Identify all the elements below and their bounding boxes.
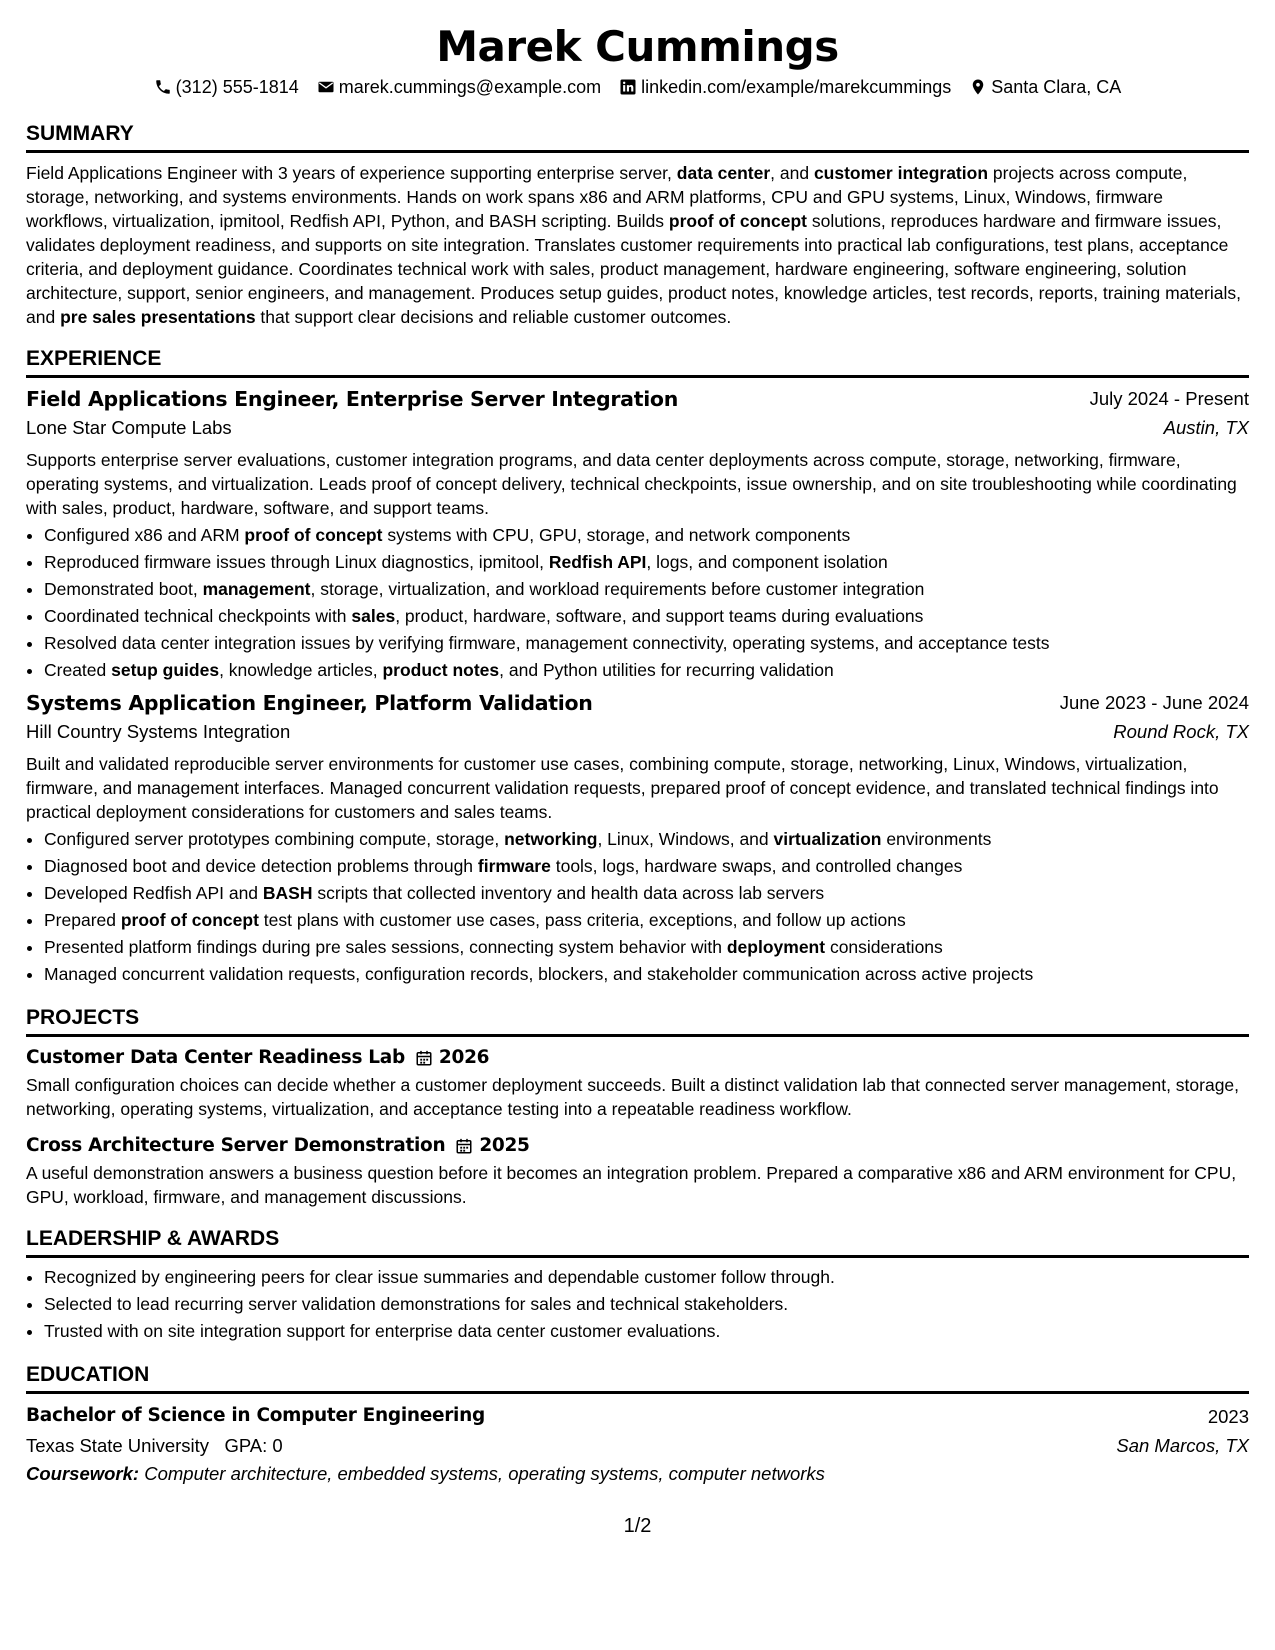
job-description: Supports enterprise server evaluations, customer integration programs, and data center deployments across compute, storage, networking, firmware, operating systems, and virtualization. Leads proof of concept delivery, technical checkpoints, issue ownership, and on site troubleshooting while coordinating with sales, product, hardware, software, and support teams. xyxy=(26,450,1237,518)
linkedin-text[interactable]: linkedin.com/example/marekcummings xyxy=(641,77,952,97)
bold-text: setup guides xyxy=(111,660,220,680)
job-date: June 2023 - June 2024 xyxy=(1059,692,1249,713)
bold-text: customer integration xyxy=(813,163,989,183)
list-item: • Recognized by engineering peers for clear issue summaries and dependable customer follow through. xyxy=(44,1264,1249,1291)
text-run: solutions, reproduces hardware and firmware issues, validates deployment readiness, and supports on site integration. Translates customer requirements into practical lab configurations, test plans, acceptance criteria, and deployment guidance. Coordinates technical work with sales, product management, hardware engineering, software engineering, solution architecture, support, senior engineers, and management. Produces setup guides, product notes, knowledge articles, test records, reports, training materials, and xyxy=(26,211,1241,327)
list-item xyxy=(44,934,1249,961)
phone-icon xyxy=(154,78,172,96)
project-description: A useful demonstration answers a business question before it becomes an integration problem. Prepared a comparative x86 and ARM environment for CPU, GPU, workload, firmware, and management discussions. xyxy=(26,1163,1237,1207)
text-run: , product, hardware, software, and support teams during evaluations xyxy=(395,606,924,626)
bold-text: Redfish API xyxy=(548,552,647,572)
list-item xyxy=(44,549,1249,576)
contact-location xyxy=(969,74,1121,100)
text-run: Resolved data center integration issues by verifying firmware, management connectivity, operating systems, and acceptance tests xyxy=(44,633,1050,653)
list-item: • Selected to lead recurring server validation demonstrations for sales and technical stakeholders. xyxy=(44,1291,1249,1318)
bold-text: proof of concept xyxy=(244,525,383,545)
experience-heading: EXPERIENCE xyxy=(26,345,1249,378)
bold-text: deployment xyxy=(726,937,826,957)
job-entry xyxy=(26,688,1249,988)
list-item xyxy=(44,576,1249,603)
job-location: Austin, TX xyxy=(1163,417,1249,438)
calendar-icon xyxy=(455,1137,473,1155)
job-company: Hill Country Systems Integration xyxy=(26,721,291,742)
list-item xyxy=(44,961,1249,988)
job-title: Systems Application Engineer, Platform Validation xyxy=(26,691,593,715)
job-title: Field Applications Engineer, Enterprise Server Integration xyxy=(26,387,678,411)
coursework xyxy=(26,1460,1249,1488)
education-heading: EDUCATION xyxy=(26,1361,1249,1394)
job-description: Built and validated reproducible server environments for customer use cases, combining compute, storage, networking, Linux, Windows, virtualization, firmware, and management interfaces. Managed concurrent validation requests, prepared proof of concept evidence, and translated technical findings into practical deployment considerations for customers and sales teams. xyxy=(26,754,1219,822)
email-icon xyxy=(317,78,335,96)
text-run: Presented platform findings during pre sales sessions, connecting system behavior with xyxy=(44,937,727,957)
summary-heading: SUMMARY xyxy=(26,120,1249,153)
text-run: Configured server prototypes combining compute, storage, xyxy=(44,829,505,849)
text-run: systems with CPU, GPU, storage, and network components xyxy=(382,525,851,545)
bold-text: networking xyxy=(504,829,598,849)
bold-text: virtualization xyxy=(773,829,882,849)
linkedin-icon xyxy=(619,78,637,96)
text-run: Demonstrated boot, xyxy=(44,579,203,599)
bold-text: data center xyxy=(676,163,771,183)
contact-linkedin[interactable] xyxy=(619,74,951,100)
contact-phone xyxy=(154,74,299,100)
text-run: Reproduced firmware issues through Linux diagnostics, ipmitool, xyxy=(44,552,549,572)
text-run: Diagnosed boot and device detection problems through xyxy=(44,856,478,876)
bold-text: sales xyxy=(351,606,396,626)
contact-email[interactable] xyxy=(317,74,601,100)
text-run: , and xyxy=(770,163,814,183)
text-run: Prepared xyxy=(44,910,121,930)
list-item xyxy=(44,907,1249,934)
degree: Bachelor of Science in Computer Engineering xyxy=(26,1405,485,1426)
list-item xyxy=(44,853,1249,880)
list-item xyxy=(44,603,1249,630)
project-entry xyxy=(26,1045,1249,1121)
text-run: , knowledge articles, xyxy=(219,660,383,680)
gpa: GPA: 0 xyxy=(224,1435,283,1456)
bold-text: firmware xyxy=(477,856,551,876)
summary-text xyxy=(26,161,1249,329)
text-run: Created xyxy=(44,660,112,680)
text-run: , storage, virtualization, and workload requirements before customer integration xyxy=(310,579,925,599)
text-run: environments xyxy=(881,829,992,849)
list-item xyxy=(44,630,1249,657)
bold-text: proof of concept xyxy=(120,910,259,930)
contact-bar xyxy=(26,74,1249,100)
job-location: Round Rock, TX xyxy=(1113,721,1249,742)
project-name: Customer Data Center Readiness Lab xyxy=(26,1047,405,1068)
list-item xyxy=(44,826,1249,853)
page-number: 1/2 xyxy=(623,1515,652,1537)
project-entry xyxy=(26,1133,1249,1209)
text-run: test plans with customer use cases, pass criteria, exceptions, and follow up actions xyxy=(258,910,906,930)
text-run: , logs, and component isolation xyxy=(646,552,888,572)
location-text: Santa Clara, CA xyxy=(991,77,1122,97)
job-bullets xyxy=(26,826,1249,988)
location-icon xyxy=(969,78,987,96)
job-entry xyxy=(26,384,1249,684)
list-item: • Trusted with on site integration support for enterprise data center customer evaluations. xyxy=(44,1318,1249,1345)
text-run: Field Applications Engineer with 3 years of experience supporting enterprise server, xyxy=(26,163,677,183)
text-run: that support clear decisions and reliable customer outcomes. xyxy=(255,307,732,327)
coursework-list: Computer architecture, embedded systems, operating systems, computer networks xyxy=(144,1463,825,1484)
text-run: projects across compute, storage, networking, and systems environments. Hands on work spans x86 and ARM platforms, CPU and GPU systems, Linux, Windows, firmware workflows, virtualization, ipmitool, Redfish API, Python, and BASH scripting. Builds xyxy=(26,163,1188,231)
candidate-name: Marek Cummings xyxy=(436,22,839,71)
projects-heading: PROJECTS xyxy=(26,1004,1249,1037)
phone-text: (312) 555-1814 xyxy=(175,77,299,97)
bold-text: proof of concept xyxy=(668,211,807,231)
project-name: Cross Architecture Server Demonstration xyxy=(26,1135,446,1156)
resume-page xyxy=(26,20,1249,1488)
list-item xyxy=(44,522,1249,549)
job-bullets xyxy=(26,522,1249,684)
text-run: Configured x86 and ARM xyxy=(44,525,245,545)
text-run: Coordinated technical checkpoints with xyxy=(44,606,352,626)
text-run: scripts that collected inventory and health data across lab servers xyxy=(312,883,825,903)
list-item xyxy=(44,880,1249,907)
leadership-bullets xyxy=(26,1264,1249,1345)
calendar-icon xyxy=(415,1049,433,1067)
coursework-label: Coursework: xyxy=(26,1463,140,1484)
text-run: Developed Redfish API and xyxy=(44,883,263,903)
job-company: Lone Star Compute Labs xyxy=(26,417,232,438)
text-run: , Linux, Windows, and xyxy=(597,829,774,849)
graduation-year: 2023 xyxy=(1207,1406,1249,1427)
email-text[interactable]: marek.cummings@example.com xyxy=(338,77,602,97)
school-location: San Marcos, TX xyxy=(1116,1435,1249,1456)
school-name: Texas State University xyxy=(26,1435,210,1456)
list-item xyxy=(44,657,1249,684)
bold-text: BASH xyxy=(262,883,313,903)
text-run: Managed concurrent validation requests, configuration records, blockers, and stakeholder communication across active projects xyxy=(44,964,1034,984)
project-year: 2025 xyxy=(479,1135,530,1156)
bold-text: management xyxy=(202,579,311,599)
job-date: July 2024 - Present xyxy=(1089,388,1249,409)
project-description: Small configuration choices can decide whether a customer deployment succeeds. Built a distinct validation lab that connected server management, storage, networking, operating systems, virtualization, and acceptance testing into a repeatable readiness workflow. xyxy=(26,1075,1240,1119)
leadership-heading: LEADERSHIP & AWARDS xyxy=(26,1225,1249,1258)
text-run: considerations xyxy=(825,937,943,957)
text-run: tools, logs, hardware swaps, and controlled changes xyxy=(550,856,963,876)
text-run: , and Python utilities for recurring validation xyxy=(499,660,834,680)
bold-text: pre sales presentations xyxy=(60,307,256,327)
project-year: 2026 xyxy=(438,1047,490,1068)
bold-text: product notes xyxy=(382,660,500,680)
